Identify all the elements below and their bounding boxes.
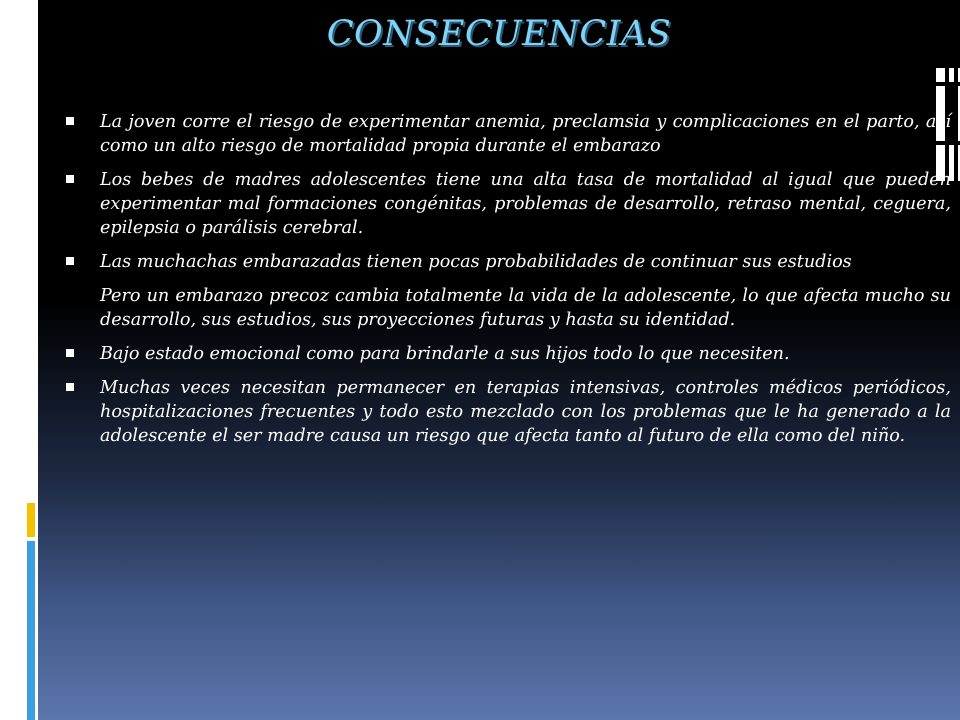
slide-title: CONSECUENCIAS <box>326 14 672 54</box>
list-item <box>58 110 951 158</box>
square-bullet-icon <box>66 175 74 183</box>
list-item-text: Las muchachas embarazadas tienen pocas probabilidades de continuar sus estudios <box>100 252 852 272</box>
list-item <box>58 376 951 448</box>
list-item-text: Los bebes de madres adolescentes tiene una alta tasa de mortalidad al igual que pueden experimentar mal formaciones congénitas, problemas de desarrollo, retraso mental, ceguera, epilepsia o parálisis cerebral. <box>100 170 951 238</box>
list-item-text: Bajo estado emocional como para brindarle a sus hijos todo lo que necesiten. <box>100 344 790 364</box>
accent-bar-white <box>27 472 35 498</box>
list-item <box>58 168 951 240</box>
list-item <box>58 342 951 366</box>
square-bullet-icon <box>66 349 74 357</box>
accent-bar-yellow <box>27 503 35 537</box>
list-item <box>58 250 951 274</box>
square-bullet-icon <box>66 257 74 265</box>
list-item-text: Muchas veces necesitan permanecer en terapias intensivas, controles médicos periódicos, hospitalizaciones frecuentes y todo esto mezclado con los problemas que le ha generado a la adolescente el ser madre causa un riesgo que afecta tanto al futuro de ella como del niño. <box>100 378 951 446</box>
paragraph: Pero un embarazo precoz cambia totalmente la vida de la adolescente, lo que afecta mucho su desarrollo, sus estudios, sus proyecciones futuras y hasta su identidad. <box>100 286 951 330</box>
list-item-text: La joven corre el riesgo de experimentar anemia, preclamsia y complicaciones en el parto, así como un alto riesgo de mortalidad propia durante el embarazo <box>100 112 951 156</box>
square-bullet-icon <box>66 117 74 125</box>
square-bullet-icon <box>66 383 74 391</box>
slide-body <box>58 110 951 458</box>
accent-bar-blue <box>27 541 35 720</box>
